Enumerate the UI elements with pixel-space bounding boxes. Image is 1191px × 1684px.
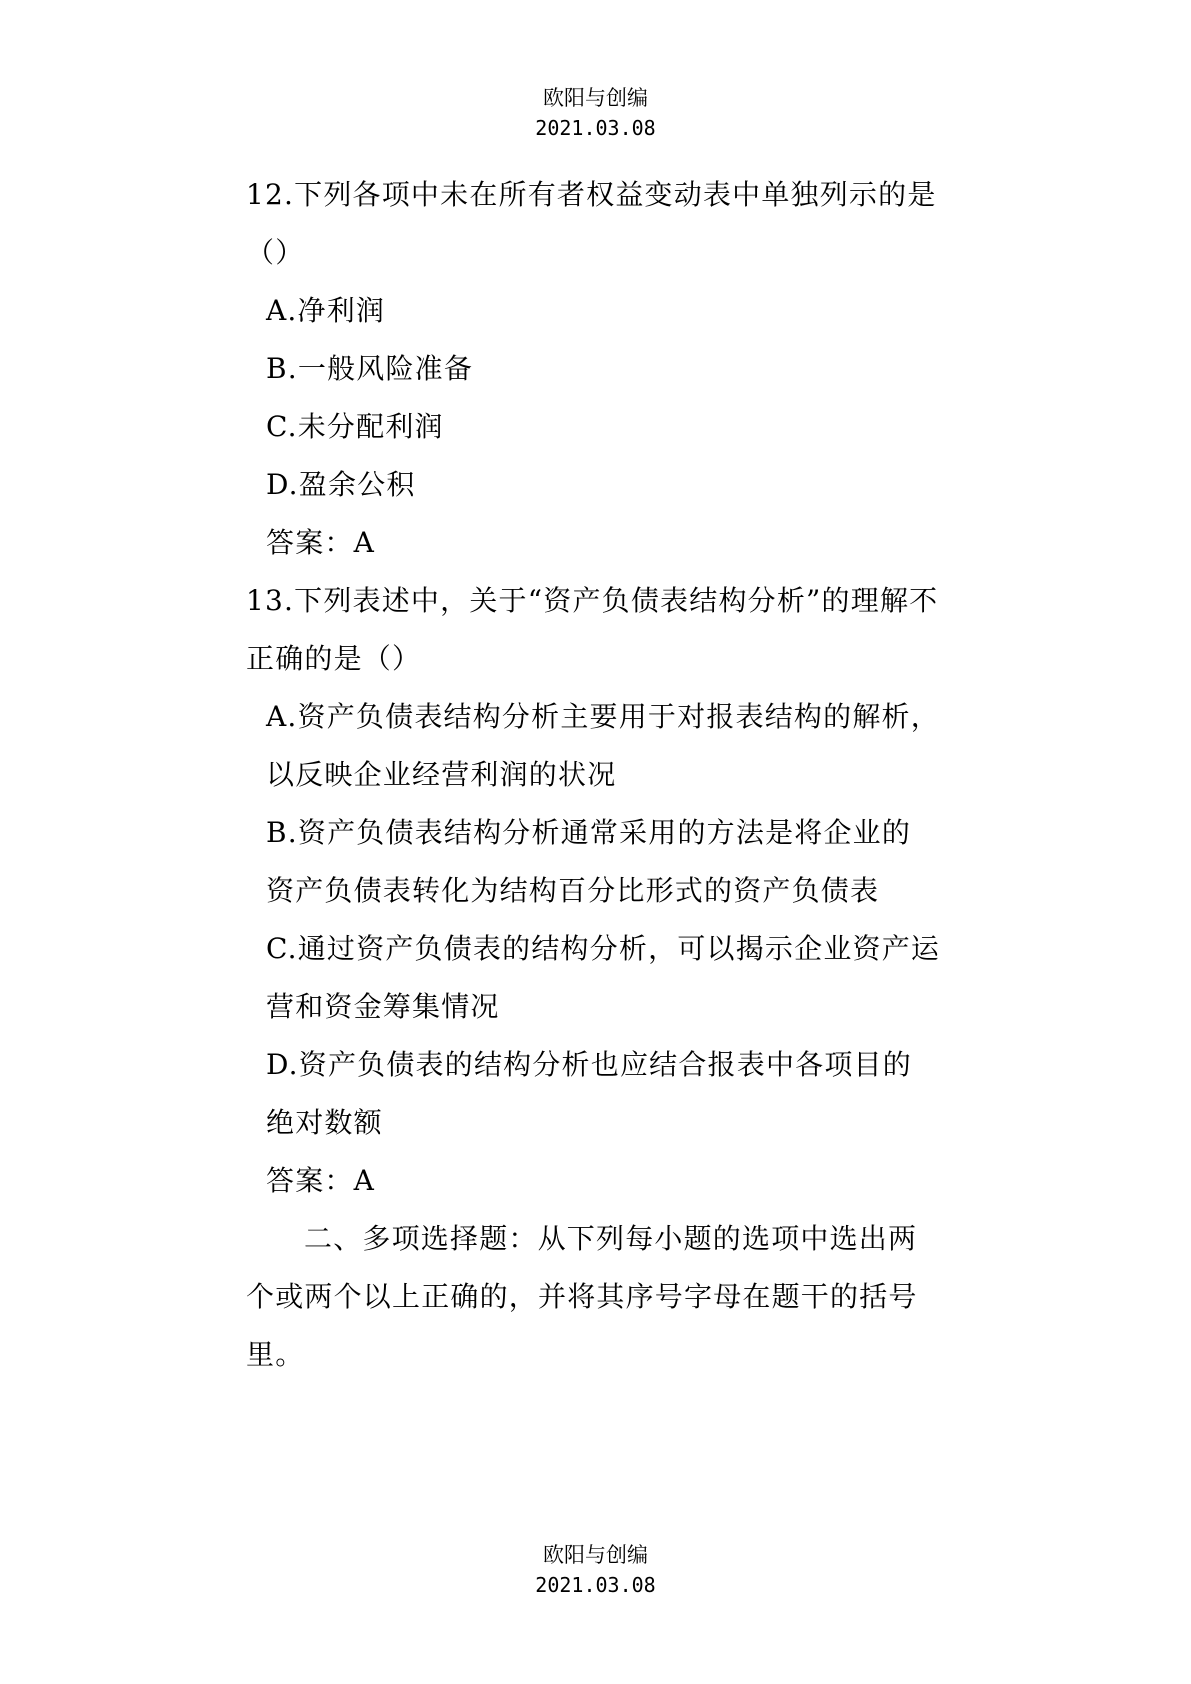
q13-option-d-line1: D.资产负债表的结构分析也应结合报表中各项目的: [266, 1048, 912, 1081]
footer-date: 2021.03.08: [535, 1573, 656, 1597]
q12-option-a: A.净利润: [266, 294, 386, 327]
q12-option-c: C.未分配利润: [266, 410, 444, 443]
header-author: 欧阳与创编: [543, 86, 648, 110]
page-footer: [0, 1540, 1191, 1600]
section2-line2: 个或两个以上正确的，并将其序号字母在题干的括号: [246, 1280, 918, 1313]
footer-author: 欧阳与创编: [543, 1543, 648, 1567]
q13-option-a-line2: 以反映企业经营利润的状况: [266, 758, 617, 791]
q13-answer: 答案：A: [266, 1164, 376, 1197]
q13-option-b-line2: 资产负债表转化为结构百分比形式的资产负债表: [266, 874, 880, 907]
q13-option-c-line1: C.通过资产负债表的结构分析，可以揭示企业资产运: [266, 932, 941, 965]
q13-option-a-line1: A.资产负债表结构分析主要用于对报表结构的解析，: [266, 700, 940, 733]
q12-answer: 答案：A: [266, 526, 376, 559]
q12-option-b: B.一般风险准备: [266, 352, 474, 385]
q13-option-d-line2: 绝对数额: [266, 1106, 383, 1139]
q13-stem-line2: 正确的是（）: [246, 642, 422, 675]
q12-stem-line1: 12.下列各项中未在所有者权益变动表中单独列示的是: [246, 178, 937, 211]
section2-line1: 二、多项选择题：从下列每小题的选项中选出两: [304, 1222, 918, 1255]
section2-line3: 里。: [246, 1338, 305, 1371]
q13-option-c-line2: 营和资金筹集情况: [266, 990, 500, 1023]
page-header: [0, 83, 1191, 143]
q13-option-b-line1: B.资产负债表结构分析通常采用的方法是将企业的: [266, 816, 912, 849]
q13-stem-line1: 13.下列表述中，关于“资产负债表结构分析”的理解不: [246, 584, 939, 617]
q12-stem-line2: （）: [246, 236, 305, 269]
header-date: 2021.03.08: [535, 116, 656, 140]
q12-option-d: D.盈余公积: [266, 468, 416, 501]
